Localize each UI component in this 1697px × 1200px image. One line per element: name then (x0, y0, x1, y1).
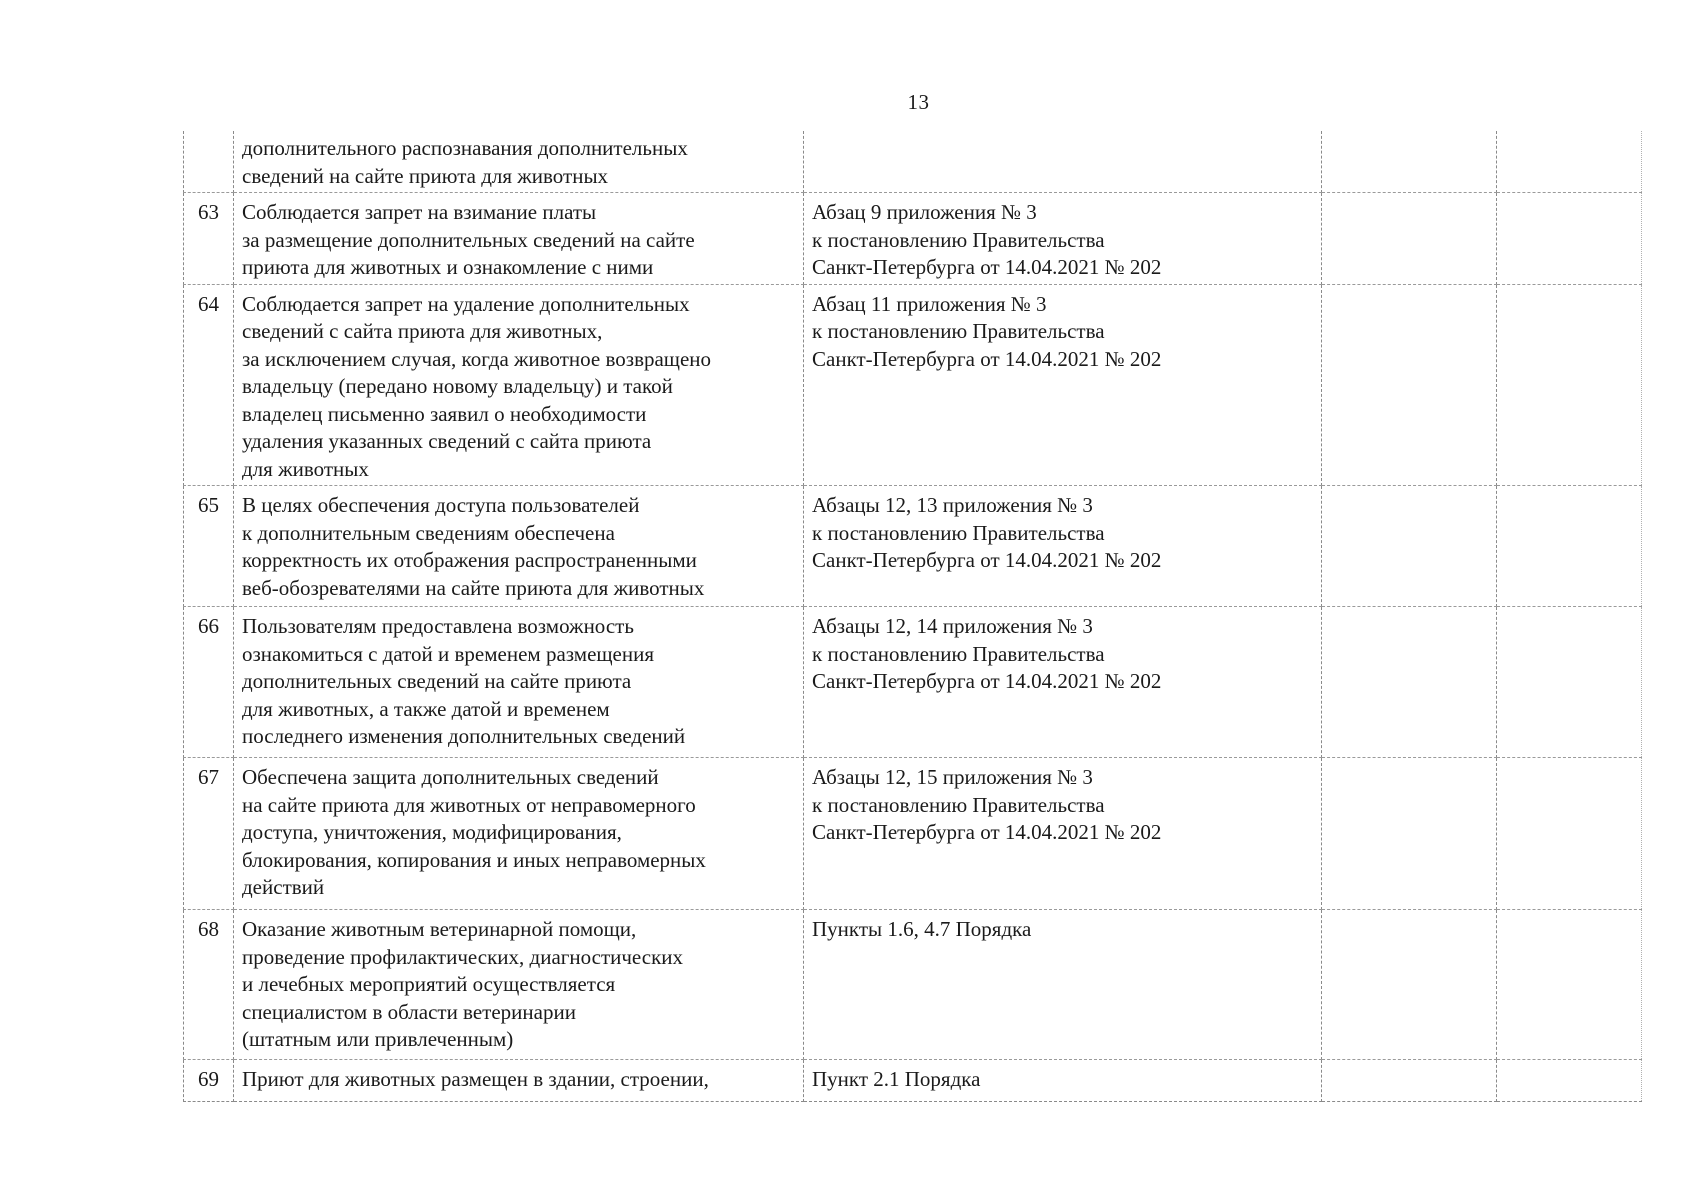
empty-cell (1497, 607, 1642, 758)
empty-cell (1322, 486, 1497, 607)
table-row (184, 758, 1642, 910)
row-number (184, 131, 234, 193)
empty-cell (1497, 486, 1642, 607)
empty-cell (1497, 758, 1642, 910)
empty-cell (1322, 131, 1497, 193)
row-number: 68 (184, 910, 234, 1060)
requirement-text: Соблюдается запрет на взимание платы за размещение дополнительных сведений на сайте приюта для животных и ознакомление с ними (234, 193, 804, 285)
row-number: 66 (184, 607, 234, 758)
requirement-text: Соблюдается запрет на удаление дополнительных сведений с сайта приюта для животных, за исключением случая, когда животное возвращено владельцу (передано новому владельцу) и такой владелец письменно заявил о необходимости удаления указанных сведений с сайта приюта для животных (234, 284, 804, 486)
empty-cell (1497, 1060, 1642, 1102)
requirement-text: Обеспечена защита дополнительных сведений на сайте приюта для животных от неправомерного доступа, уничтожения, модифицирования, блокирования, копирования и иных неправомерных действий (234, 758, 804, 910)
legal-reference: Абзацы 12, 15 приложения № 3 к постановлению Правительства Санкт-Петербурга от 14.04.2021 № 202 (804, 758, 1322, 910)
table-row (184, 284, 1642, 486)
table-row (184, 910, 1642, 1060)
row-number: 65 (184, 486, 234, 607)
requirement-text: дополнительного распознавания дополнительных сведений на сайте приюта для животных (234, 131, 804, 193)
row-number: 63 (184, 193, 234, 285)
empty-cell (1322, 1060, 1497, 1102)
empty-cell (1497, 131, 1642, 193)
empty-cell (1497, 910, 1642, 1060)
legal-reference: Пункты 1.6, 4.7 Порядка (804, 910, 1322, 1060)
empty-cell (1322, 193, 1497, 285)
table-row (184, 607, 1642, 758)
legal-reference: Пункт 2.1 Порядка (804, 1060, 1322, 1102)
requirements-table (183, 131, 1642, 1102)
empty-cell (1322, 284, 1497, 486)
empty-cell (1322, 607, 1497, 758)
legal-reference (804, 131, 1322, 193)
legal-reference: Абзацы 12, 13 приложения № 3 к постановлению Правительства Санкт-Петербурга от 14.04.2021 № 202 (804, 486, 1322, 607)
row-number: 69 (184, 1060, 234, 1102)
legal-reference: Абзац 11 приложения № 3 к постановлению Правительства Санкт-Петербурга от 14.04.2021 № 202 (804, 284, 1322, 486)
requirement-text: Оказание животным ветеринарной помощи, проведение профилактических, диагностических и лечебных мероприятий осуществляется специалистом в области ветеринарии (штатным или привлеченным) (234, 910, 804, 1060)
requirement-text: Приют для животных размещен в здании, строении, (234, 1060, 804, 1102)
row-number: 67 (184, 758, 234, 910)
table-row (184, 193, 1642, 285)
legal-reference: Абзац 9 приложения № 3 к постановлению Правительства Санкт-Петербурга от 14.04.2021 № 202 (804, 193, 1322, 285)
table-row (184, 486, 1642, 607)
empty-cell (1322, 758, 1497, 910)
table-row (184, 131, 1642, 193)
legal-reference: Абзацы 12, 14 приложения № 3 к постановлению Правительства Санкт-Петербурга от 14.04.2021 № 202 (804, 607, 1322, 758)
requirement-text: В целях обеспечения доступа пользователей к дополнительным сведениям обеспечена корректность их отображения распространенными веб-обозревателями на сайте приюта для животных (234, 486, 804, 607)
row-number: 64 (184, 284, 234, 486)
page-number: 13 (907, 90, 930, 114)
empty-cell (1322, 910, 1497, 1060)
empty-cell (1497, 284, 1642, 486)
table-row (184, 1060, 1642, 1102)
empty-cell (1497, 193, 1642, 285)
requirement-text: Пользователям предоставлена возможность ознакомиться с датой и временем размещения дополнительных сведений на сайте приюта для животных, а также датой и временем последнего изменения дополнительных сведений (234, 607, 804, 758)
